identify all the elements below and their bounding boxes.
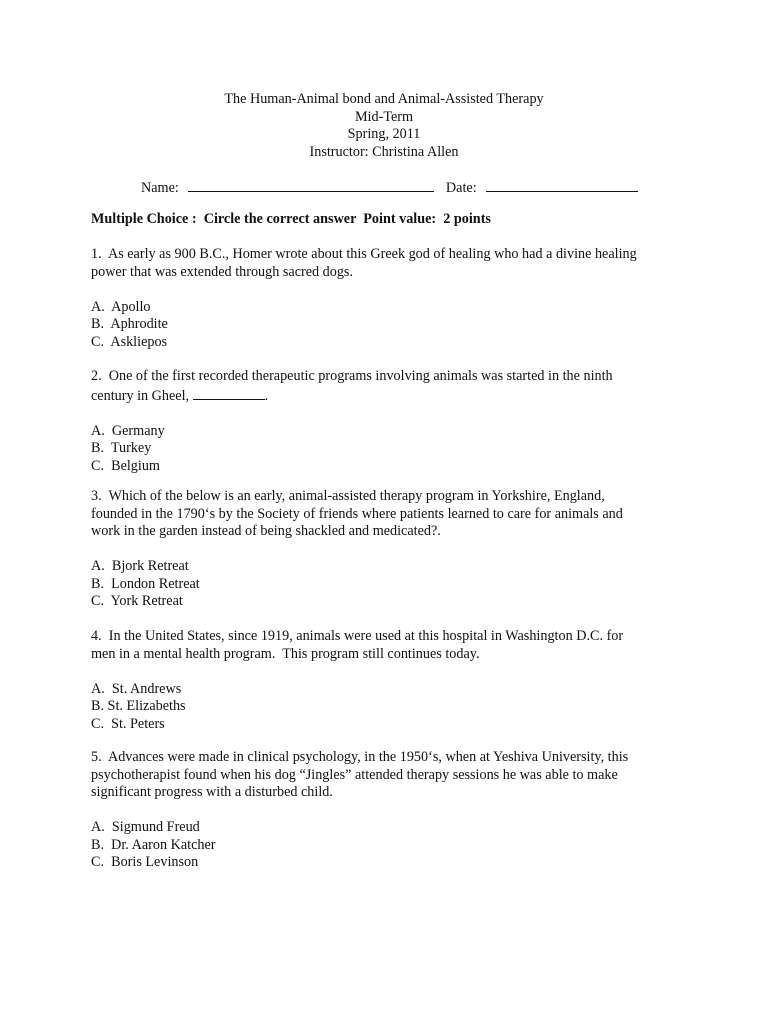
answer-options	[91, 299, 691, 352]
date-label: Date:	[445, 180, 477, 196]
question-text: 2. One of the first recorded therapeutic programs involving animals was started in the ninth century in Gheel, .	[91, 368, 613, 404]
question-2	[91, 368, 691, 475]
name-blank[interactable]	[188, 177, 434, 192]
option-a[interactable]: A. Germany	[91, 422, 165, 439]
option-c[interactable]: C. York Retreat	[91, 593, 183, 609]
option-c[interactable]: C. Boris Levinson	[91, 854, 199, 870]
option-a[interactable]: A. Sigmund Freud	[91, 819, 200, 835]
answer-options	[91, 681, 691, 734]
question-4	[91, 628, 691, 733]
date-blank[interactable]	[486, 177, 638, 192]
option-c[interactable]: C. Belgium	[91, 457, 160, 474]
section-heading: Multiple Choice : Circle the correct answer Point value: 2 points	[91, 211, 491, 227]
answer-options	[91, 819, 691, 872]
option-b[interactable]: B. Turkey	[91, 440, 152, 456]
option-b[interactable]: B. St. Elizabeths	[91, 698, 186, 714]
question-text: 1. As early as 900 B.C., Homer wrote about this Greek god of healing who had a divine healing power that was extended through sacred dogs.	[91, 246, 637, 280]
question-text: 3. Which of the below is an early, animal-assisted therapy program in Yorkshire, England, founded in the 1790‘s by the Society of friends where patients learned to care for animals and work in the garden instead of being shackled and medicated?.	[91, 488, 623, 539]
question-3	[91, 488, 691, 611]
exam-type: Mid-Term	[354, 108, 414, 125]
option-b[interactable]: B. London Retreat	[91, 575, 200, 592]
option-a[interactable]: A. St. Andrews	[91, 680, 182, 697]
question-text: 4. In the United States, since 1919, animals were used at this hospital in Washington D.C. for men in a mental health program. This program still continues today.	[91, 628, 624, 662]
question-1	[91, 246, 691, 351]
answer-options	[91, 423, 691, 476]
option-c[interactable]: C. St. Peters	[91, 715, 165, 732]
option-a[interactable]: A. Apollo	[91, 298, 151, 315]
option-b[interactable]: B. Dr. Aaron Katcher	[91, 836, 216, 853]
option-c[interactable]: C. Askliepos	[91, 333, 168, 350]
option-a[interactable]: A. Bjork Retreat	[91, 558, 189, 574]
name-label: Name:	[141, 180, 179, 196]
option-b[interactable]: B. Aphrodite	[91, 316, 168, 332]
answer-options	[91, 558, 691, 611]
exam-header	[0, 91, 768, 161]
instructor-line: Instructor: Christina Allen	[309, 143, 459, 160]
course-title: The Human-Animal bond and Animal-Assisted Therapy	[224, 91, 544, 107]
question-text: 5. Advances were made in clinical psychology, in the 1950‘s, when at Yeshiva University, this psychotherapist found when his dog “Jingles” attended therapy sessions he was able to make significant progress with a disturbed child.	[91, 749, 629, 800]
question-5	[91, 749, 691, 872]
name-date-line	[141, 177, 638, 198]
answer-blank[interactable]	[193, 386, 265, 400]
exam-term: Spring, 2011	[347, 126, 421, 142]
